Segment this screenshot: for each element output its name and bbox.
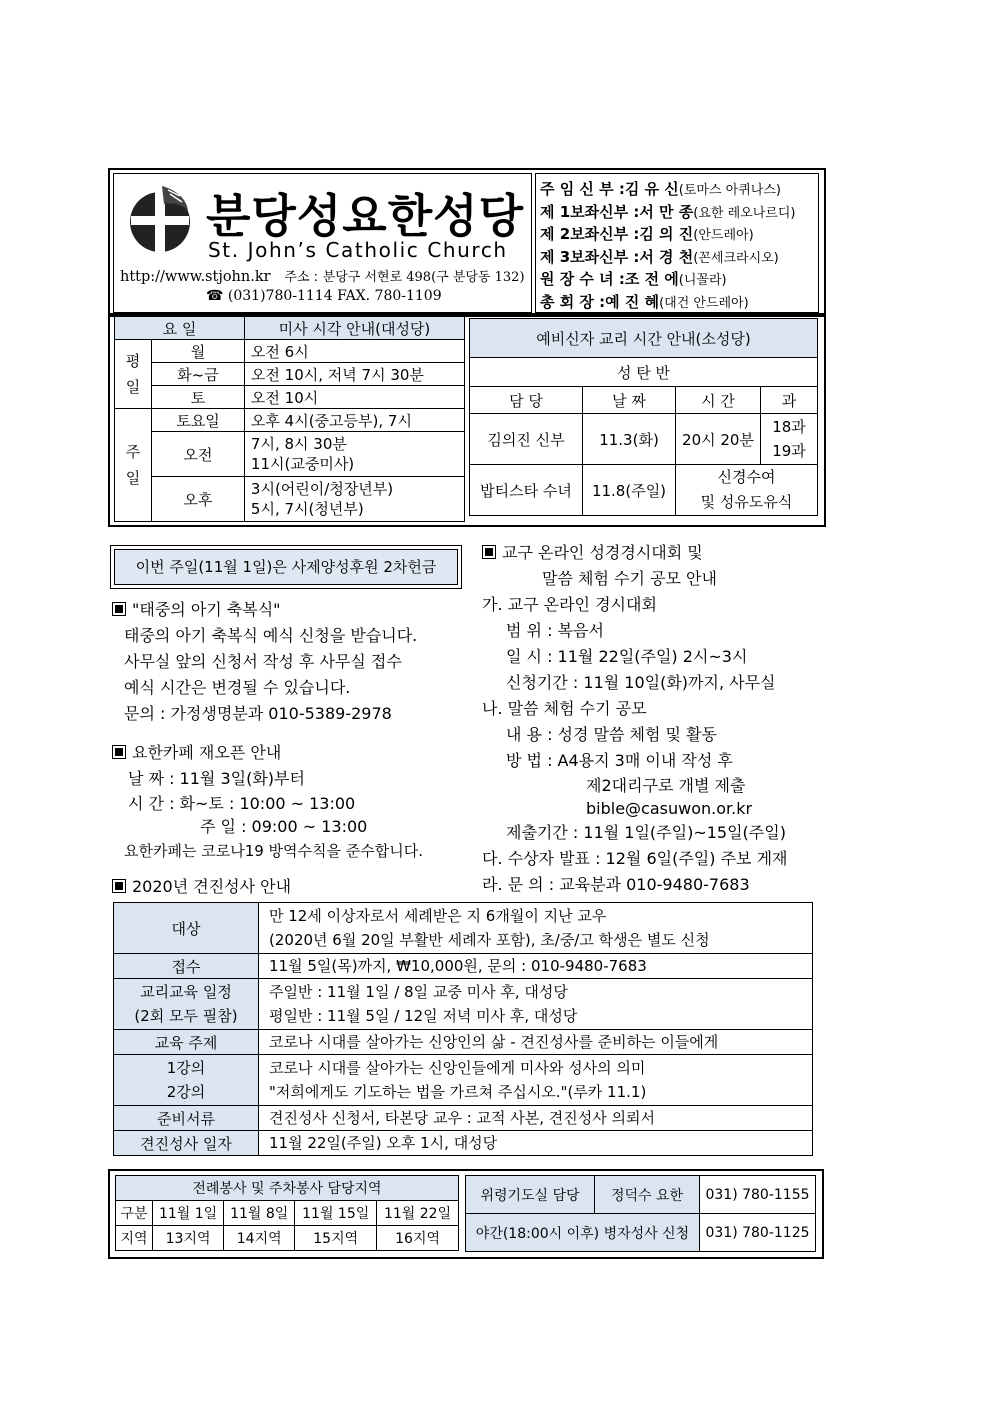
mass-header-day: 요 일 [115,317,245,340]
blessing-section [112,597,417,727]
mass-time: 오전 6시 [244,340,464,363]
contest-item: 가. 교구 온라인 경시대회 [482,595,657,614]
contest-detail: 일 시 : 11월 22일(주일) 2시~3시 [506,647,748,666]
catechism-title: 예비신자 교리 시간 안내(소성당) [470,319,818,358]
catechism-time: 20시 20분 [676,414,761,465]
catechism-header: 날 짜 [583,387,676,414]
bullet-icon [112,745,126,759]
conf-value: 주일반 : 11월 1일 / 8일 교중 미사 후, 대성당 평일반 : 11월 5일 / 12일 저녁 미사 후, 대성당 [259,979,813,1030]
contact-phone: 031) 780-1155 [700,1176,816,1214]
cafe-time: 시 간 : 화~토 : 10:00 ~ 13:00 [128,794,356,813]
conf-value: 11월 22일(주일) 오후 1시, 대성당 [259,1131,813,1156]
catechism-header: 과 [761,387,818,414]
mass-time: 오후 4시(중고등부), 7시 [244,409,464,432]
blessing-line: 태중의 아기 축복식 예식 신청을 받습니다. [124,626,418,645]
contest-title: 말씀 체험 수기 공모 안내 [542,569,717,588]
serving-cell: 11월 1일 [153,1201,224,1226]
cafe-time: 주 일 : 09:00 ~ 13:00 [200,817,368,836]
serving-table [115,1175,459,1251]
address-label: 주소 : [284,270,319,285]
serving-cell: 지역 [116,1226,153,1251]
contest-detail: 내 용 : 성경 말씀 체험 및 활동 [506,725,718,744]
conf-value: 11월 5일(목)까지, ₩10,000원, 문의 : 010-9480-7683 [259,954,813,979]
staff-row: 제 3보좌신부 :서 경 천(꼰세크라시오) [540,247,779,266]
confirmation-table [113,902,813,1156]
catechism-header: 시 간 [676,387,761,414]
bullet-icon [482,545,496,559]
logo-box [113,173,532,313]
staff-row: 제 1보좌신부 :서 만 종(요한 레오나르디) [540,202,796,221]
catechism-date: 11.3(화) [583,414,676,465]
catechism-teacher: 김의진 신부 [470,414,583,465]
catechism-table [469,318,818,516]
cafe-title: 요한카페 재오픈 안내 [132,743,282,762]
mass-time: 3시(어린이/청장년부) 5시, 7시(청년부) [244,477,464,522]
mass-day: 월 [152,340,245,363]
conf-label: 교리교육 일정 (2회 모두 필참) [114,979,259,1030]
contest-title: 교구 온라인 성경경시대회 및 [502,543,703,562]
conf-value: 견진성사 신청서, 타본당 교우 : 교적 사본, 견진성사 의뢰서 [259,1106,813,1131]
bible-contest-section [482,540,788,898]
contact-name: 정덕수 요한 [595,1176,700,1214]
confirmation-heading: 2020년 견진성사 안내 [112,874,291,900]
conf-label: 준비서류 [114,1106,259,1131]
blessing-line: 예식 시간은 변경될 수 있습니다. [124,678,351,697]
serving-cell: 13지역 [153,1226,224,1251]
catechism-teacher: 밥티스타 수녀 [470,465,583,516]
catechism-header: 담 당 [470,387,583,414]
serving-cell: 11월 22일 [377,1201,459,1226]
contest-email[interactable]: bible@casuwon.or.kr [586,799,753,818]
mass-schedule-table [114,316,465,522]
address-text: 분당구 서현로 498(구 분당동 132) [322,270,525,285]
phone-line: ☎ (031)780-1114 FAX. 780-1109 [206,288,442,304]
contest-detail: 방 법 : A4용지 3매 이내 작성 후 [506,751,733,770]
staff-row: 원 장 수 녀 :조 전 에(니꼴라) [540,270,727,288]
bullet-icon [112,879,126,893]
mass-time: 오전 10시, 저녁 7시 30분 [244,363,464,386]
mass-day: 토 [152,386,245,409]
contest-item: 나. 말씀 체험 수기 공모 [482,699,647,718]
serving-cell: 11월 8일 [224,1201,295,1226]
contest-item: 라. 문 의 : 교육분과 010-9480-7683 [482,875,750,894]
conf-value: 코로나 시대를 살아가는 신앙인들에게 미사와 성사의 의미 "저희에게도 기도하는 법을 가르쳐 주십시오."(루카 11.1) [259,1055,813,1106]
catechism-date: 11.8(주일) [583,465,676,516]
serving-title: 전례봉사 및 주차봉사 담당지역 [116,1176,459,1201]
conf-label: 접수 [114,954,259,979]
serving-cell: 11월 15일 [295,1201,377,1226]
mass-header-time: 미사 시각 안내(대성당) [244,317,464,340]
mass-time: 7시, 8시 30분 11시(교중미사) [244,432,464,477]
catechism-note: 신경수여 및 성유도유식 [676,465,818,516]
blessing-line: 사무실 앞의 신청서 작성 후 사무실 접수 [124,652,402,671]
serving-cell: 14지역 [224,1226,295,1251]
church-title-english: St. John’s Catholic Church [208,238,508,262]
donation-notice: 이번 주일(11월 1일)은 사제양성후원 2차헌금 [114,549,458,585]
bullet-icon [112,602,126,616]
serving-cell: 16지역 [377,1226,459,1251]
staff-row: 제 2보좌신부 :김 의 진(안드레아) [540,225,754,243]
conf-value: 코로나 시대를 살아가는 신앙인의 삶 - 견진성사를 준비하는 이들에게 [259,1030,813,1055]
cafe-note: 요한카페는 코로나19 방역수칙을 준수합니다. [124,842,423,860]
contact-label: 위령기도실 담당 [466,1176,595,1214]
church-title-korean: 분당성요한성당 [206,189,525,243]
serving-cell: 구분 [116,1201,153,1226]
contest-detail: 신청기간 : 11월 10일(화)까지, 사무실 [506,673,776,692]
conf-label: 교육 주제 [114,1030,259,1055]
mass-day: 오후 [152,477,245,522]
church-logo-icon [128,186,192,256]
catechism-lesson: 18과 19과 [761,414,818,465]
blessing-title: "태중의 아기 축복식" [132,600,281,619]
contact-phone: 031) 780-1125 [700,1214,816,1252]
staff-row: 주 임 신 부 :김 유 신(토마스 아퀴나스) [540,180,781,198]
conf-value: 만 12세 이상자로서 세례받은 지 6개월이 지난 교우 (2020년 6월 20일 부활반 세례자 포함), 초/중/고 학생은 별도 신청 [259,903,813,954]
mass-time: 오전 10시 [244,386,464,409]
serving-cell: 15지역 [295,1226,377,1251]
blessing-line: 문의 : 가정생명분과 010-5389-2978 [124,704,392,723]
mass-day: 오전 [152,432,245,477]
cafe-date: 날 짜 : 11월 3일(화)부터 [128,769,305,788]
contest-detail: 제2대리구로 개별 제출 [586,776,746,795]
mass-day: 화~금 [152,363,245,386]
staff-list [535,173,819,313]
contest-item: 다. 수상자 발표 : 12월 6일(주일) 주보 게재 [482,849,788,868]
conf-label: 대상 [114,903,259,954]
conf-label: 견진성사 일자 [114,1131,259,1156]
staff-row: 총 회 장 :예 진 혜(대건 안드레아) [540,292,749,311]
contest-detail: 범 위 : 복음서 [506,621,604,640]
address-line [120,266,525,285]
cafe-section [112,740,423,864]
catechism-class: 성 탄 반 [470,358,818,387]
contact-table [465,1175,816,1252]
website-url[interactable]: http://www.stjohn.kr [120,269,271,285]
sunday-label: 주일 [115,409,152,522]
conf-label: 1강의 2강의 [114,1055,259,1106]
mass-day: 토요일 [152,409,245,432]
contact-label: 야간(18:00시 이후) 병자성사 신청 [466,1214,700,1252]
contest-detail: 제출기간 : 11월 1일(주일)~15일(주일) [506,823,786,842]
weekday-label: 평일 [115,340,152,409]
